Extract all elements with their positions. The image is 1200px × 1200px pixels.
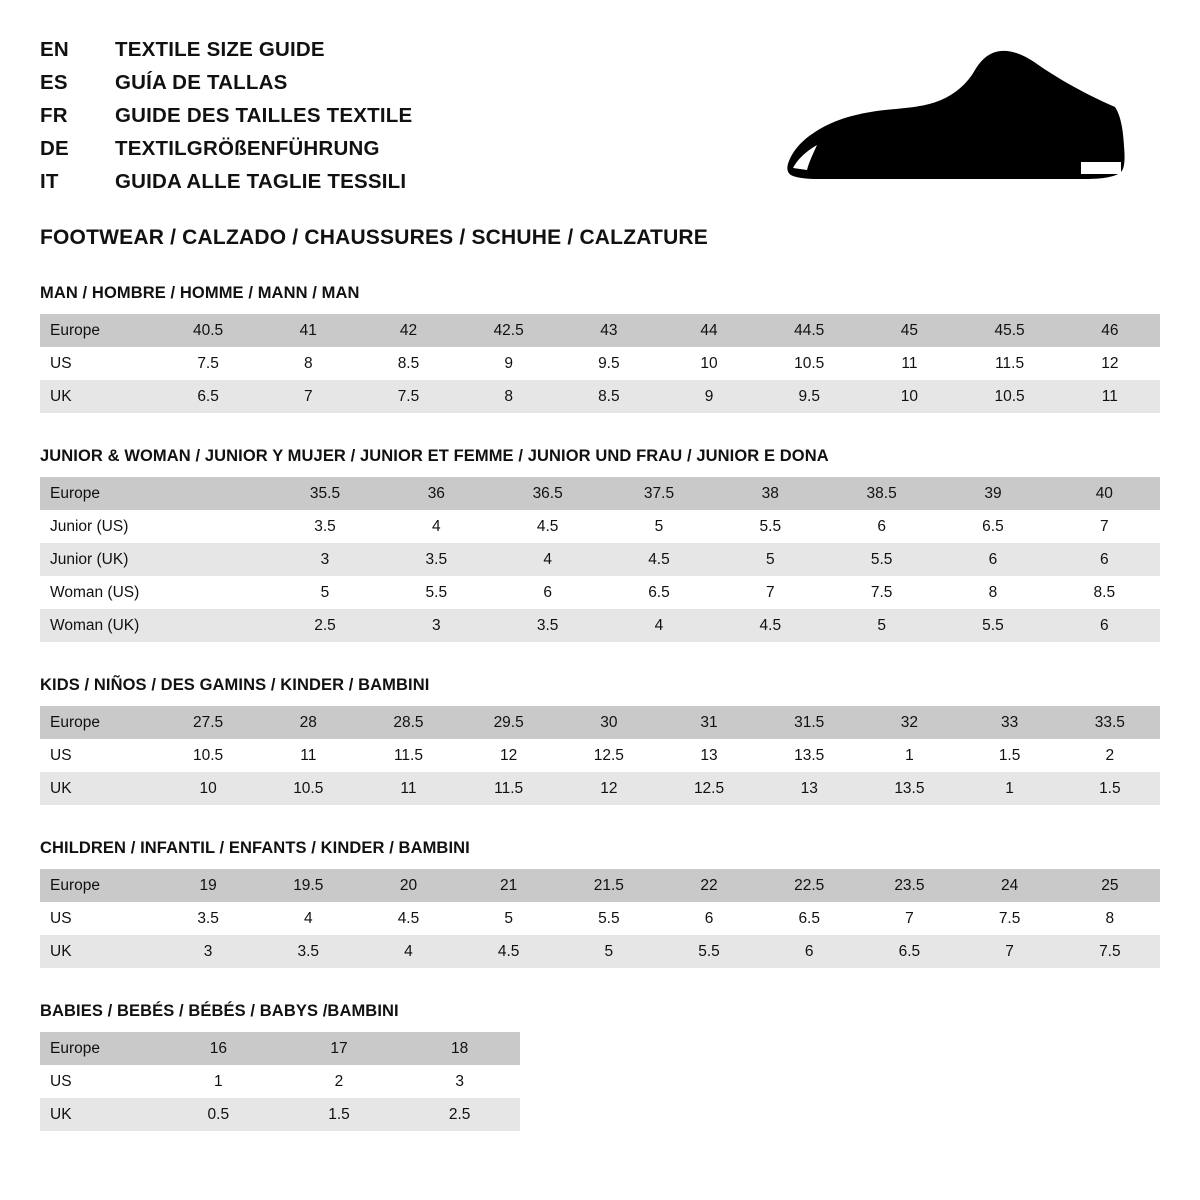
footwear-category-title: FOOTWEAR / CALZADO / CHAUSSURES / SCHUHE / CALZATURE bbox=[40, 226, 709, 249]
cell: 12.5 bbox=[559, 739, 659, 772]
cell: 7 bbox=[859, 902, 959, 935]
cell: 13.5 bbox=[759, 739, 859, 772]
cell: 41 bbox=[258, 314, 358, 347]
cell: 28.5 bbox=[358, 706, 458, 739]
cell bbox=[158, 576, 269, 609]
cell: 37.5 bbox=[603, 477, 714, 510]
cell: 7 bbox=[960, 935, 1060, 968]
cell: 12.5 bbox=[659, 772, 759, 805]
cell: 38 bbox=[715, 477, 826, 510]
cell: 18 bbox=[399, 1032, 520, 1065]
row-label: Europe bbox=[40, 477, 158, 510]
cell: 45 bbox=[859, 314, 959, 347]
table-row bbox=[40, 510, 1160, 543]
cell: 5 bbox=[715, 543, 826, 576]
size-table-children bbox=[40, 869, 1160, 968]
cell: 9.5 bbox=[559, 347, 659, 380]
cell: 8 bbox=[1060, 902, 1160, 935]
language-code: DE bbox=[40, 137, 69, 160]
shoe-illustration bbox=[775, 34, 1160, 180]
table-row bbox=[40, 609, 1160, 642]
cell: 7.5 bbox=[158, 347, 258, 380]
row-label: Europe bbox=[40, 1032, 158, 1065]
cell: 6 bbox=[826, 510, 937, 543]
row-label: UK bbox=[40, 1098, 158, 1131]
cell: 6.5 bbox=[759, 902, 859, 935]
cell: 5.5 bbox=[381, 576, 492, 609]
cell: 1.5 bbox=[279, 1098, 400, 1131]
table-row bbox=[40, 869, 1160, 902]
cell: 9 bbox=[459, 347, 559, 380]
cell: 11 bbox=[859, 347, 959, 380]
language-title-list bbox=[40, 34, 412, 194]
cell: 3 bbox=[381, 609, 492, 642]
cell: 23.5 bbox=[859, 869, 959, 902]
row-label: Junior (US) bbox=[40, 510, 158, 543]
cell: 38.5 bbox=[826, 477, 937, 510]
cell: 19 bbox=[158, 869, 258, 902]
language-row bbox=[40, 137, 412, 161]
cell: 33.5 bbox=[1060, 706, 1160, 739]
cell: 4.5 bbox=[715, 609, 826, 642]
cell: 7.5 bbox=[1060, 935, 1160, 968]
table-row bbox=[40, 1098, 520, 1131]
group-junior-woman bbox=[40, 447, 1160, 642]
cell: 21.5 bbox=[559, 869, 659, 902]
row-label: US bbox=[40, 347, 158, 380]
cell: 11.5 bbox=[358, 739, 458, 772]
cell: 6.5 bbox=[859, 935, 959, 968]
cell: 31.5 bbox=[759, 706, 859, 739]
cell: 5.5 bbox=[559, 902, 659, 935]
cell: 36 bbox=[381, 477, 492, 510]
language-row bbox=[40, 170, 412, 194]
cell bbox=[158, 477, 269, 510]
cell: 6.5 bbox=[603, 576, 714, 609]
cell: 31 bbox=[659, 706, 759, 739]
cell: 5 bbox=[269, 576, 380, 609]
cell: 40.5 bbox=[158, 314, 258, 347]
cell: 22 bbox=[659, 869, 759, 902]
language-title: GUIDA ALLE TAGLIE TESSILI bbox=[115, 170, 407, 193]
cell: 5.5 bbox=[715, 510, 826, 543]
group-babies bbox=[40, 1002, 1160, 1131]
cell: 4 bbox=[358, 935, 458, 968]
cell: 2 bbox=[1060, 739, 1160, 772]
cell: 27.5 bbox=[158, 706, 258, 739]
cell: 6 bbox=[492, 576, 603, 609]
cell bbox=[158, 510, 269, 543]
table-row bbox=[40, 1032, 520, 1065]
cell: 10.5 bbox=[158, 739, 258, 772]
cell: 25 bbox=[1060, 869, 1160, 902]
cell: 10.5 bbox=[960, 380, 1060, 413]
cell: 20 bbox=[358, 869, 458, 902]
cell: 6 bbox=[1049, 543, 1160, 576]
cell: 3.5 bbox=[381, 543, 492, 576]
size-table-babies bbox=[40, 1032, 520, 1131]
table-row bbox=[40, 380, 1160, 413]
group-title: CHILDREN / INFANTIL / ENFANTS / KINDER / BAMBINI bbox=[40, 839, 470, 857]
page-header bbox=[40, 34, 1160, 194]
group-title: MAN / HOMBRE / HOMME / MANN / MAN bbox=[40, 284, 360, 302]
cell: 10 bbox=[659, 347, 759, 380]
cell: 35.5 bbox=[269, 477, 380, 510]
cell: 33 bbox=[960, 706, 1060, 739]
cell: 1.5 bbox=[960, 739, 1060, 772]
cell: 5 bbox=[826, 609, 937, 642]
group-title: BABIES / BEBÉS / BÉBÉS / BABYS /BAMBINI bbox=[40, 1002, 399, 1020]
language-title: GUÍA DE TALLAS bbox=[115, 71, 288, 94]
cell: 5 bbox=[459, 902, 559, 935]
cell: 43 bbox=[559, 314, 659, 347]
cell: 0.5 bbox=[158, 1098, 279, 1131]
cell: 2 bbox=[279, 1065, 400, 1098]
cell: 11 bbox=[358, 772, 458, 805]
row-label: UK bbox=[40, 380, 158, 413]
language-row bbox=[40, 71, 412, 95]
cell: 3.5 bbox=[269, 510, 380, 543]
language-row bbox=[40, 104, 412, 128]
size-table-kids bbox=[40, 706, 1160, 805]
cell: 7 bbox=[715, 576, 826, 609]
cell: 17 bbox=[279, 1032, 400, 1065]
row-label: US bbox=[40, 902, 158, 935]
cell: 8.5 bbox=[1049, 576, 1160, 609]
cell: 6 bbox=[937, 543, 1048, 576]
cell: 39 bbox=[937, 477, 1048, 510]
cell: 5.5 bbox=[826, 543, 937, 576]
cell: 6 bbox=[1049, 609, 1160, 642]
cell: 6.5 bbox=[158, 380, 258, 413]
cell: 13 bbox=[759, 772, 859, 805]
cell: 8 bbox=[258, 347, 358, 380]
cell: 32 bbox=[859, 706, 959, 739]
cell: 29.5 bbox=[459, 706, 559, 739]
row-label: Woman (US) bbox=[40, 576, 158, 609]
cell: 7.5 bbox=[960, 902, 1060, 935]
cell: 3 bbox=[269, 543, 380, 576]
language-code: FR bbox=[40, 104, 68, 127]
cell: 5 bbox=[559, 935, 659, 968]
cell: 11.5 bbox=[960, 347, 1060, 380]
row-label: Woman (UK) bbox=[40, 609, 158, 642]
table-row bbox=[40, 706, 1160, 739]
cell: 42 bbox=[358, 314, 458, 347]
cell: 6.5 bbox=[937, 510, 1048, 543]
cell: 5 bbox=[603, 510, 714, 543]
table-row bbox=[40, 739, 1160, 772]
language-title: GUIDE DES TAILLES TEXTILE bbox=[115, 104, 413, 127]
cell: 40 bbox=[1049, 477, 1160, 510]
cell: 4 bbox=[258, 902, 358, 935]
language-title: TEXTILE SIZE GUIDE bbox=[115, 38, 325, 61]
cell: 4.5 bbox=[459, 935, 559, 968]
cell: 45.5 bbox=[960, 314, 1060, 347]
cell: 3 bbox=[399, 1065, 520, 1098]
cell: 13.5 bbox=[859, 772, 959, 805]
cell: 13 bbox=[659, 739, 759, 772]
cell: 10 bbox=[158, 772, 258, 805]
cell: 22.5 bbox=[759, 869, 859, 902]
cell: 7.5 bbox=[826, 576, 937, 609]
cell: 8 bbox=[937, 576, 1048, 609]
size-table-man bbox=[40, 314, 1160, 413]
cell: 2.5 bbox=[399, 1098, 520, 1131]
language-title: TEXTILGRÖßENFÜHRUNG bbox=[115, 137, 380, 160]
cell: 6 bbox=[659, 902, 759, 935]
cell: 44.5 bbox=[759, 314, 859, 347]
table-row bbox=[40, 314, 1160, 347]
row-label: Europe bbox=[40, 314, 158, 347]
row-label: UK bbox=[40, 772, 158, 805]
cell: 1 bbox=[960, 772, 1060, 805]
language-code: EN bbox=[40, 38, 69, 61]
cell: 8.5 bbox=[358, 347, 458, 380]
cell: 5.5 bbox=[937, 609, 1048, 642]
cell: 4.5 bbox=[492, 510, 603, 543]
cell: 10 bbox=[859, 380, 959, 413]
cell: 9.5 bbox=[759, 380, 859, 413]
cell: 30 bbox=[559, 706, 659, 739]
table-row bbox=[40, 543, 1160, 576]
cell: 44 bbox=[659, 314, 759, 347]
row-label: Europe bbox=[40, 869, 158, 902]
cell: 6 bbox=[759, 935, 859, 968]
cell: 46 bbox=[1060, 314, 1160, 347]
row-label: UK bbox=[40, 935, 158, 968]
cell: 16 bbox=[158, 1032, 279, 1065]
cell: 4 bbox=[603, 609, 714, 642]
row-label: Junior (UK) bbox=[40, 543, 158, 576]
row-label: US bbox=[40, 1065, 158, 1098]
group-children bbox=[40, 839, 1160, 968]
cell: 3 bbox=[158, 935, 258, 968]
cell: 42.5 bbox=[459, 314, 559, 347]
cell bbox=[158, 609, 269, 642]
table-row bbox=[40, 902, 1160, 935]
cell: 3.5 bbox=[492, 609, 603, 642]
cell: 19.5 bbox=[258, 869, 358, 902]
cell: 3.5 bbox=[158, 902, 258, 935]
language-row bbox=[40, 38, 412, 62]
cell: 11 bbox=[258, 739, 358, 772]
language-code: IT bbox=[40, 170, 59, 193]
group-title: KIDS / NIÑOS / DES GAMINS / KINDER / BAMBINI bbox=[40, 676, 430, 694]
cell: 36.5 bbox=[492, 477, 603, 510]
table-row bbox=[40, 772, 1160, 805]
row-label: Europe bbox=[40, 706, 158, 739]
cell: 1.5 bbox=[1060, 772, 1160, 805]
dress-shoe-icon bbox=[785, 50, 1125, 180]
cell: 1 bbox=[859, 739, 959, 772]
cell: 4.5 bbox=[358, 902, 458, 935]
cell: 12 bbox=[1060, 347, 1160, 380]
cell: 10.5 bbox=[258, 772, 358, 805]
table-row bbox=[40, 347, 1160, 380]
cell: 4 bbox=[492, 543, 603, 576]
cell: 8.5 bbox=[559, 380, 659, 413]
cell: 8 bbox=[459, 380, 559, 413]
cell: 11.5 bbox=[459, 772, 559, 805]
size-table-junior-woman bbox=[40, 477, 1160, 642]
group-man bbox=[40, 284, 1160, 413]
language-code: ES bbox=[40, 71, 68, 94]
row-label: US bbox=[40, 739, 158, 772]
table-row bbox=[40, 935, 1160, 968]
cell: 28 bbox=[258, 706, 358, 739]
table-row bbox=[40, 576, 1160, 609]
cell: 4 bbox=[381, 510, 492, 543]
cell: 7.5 bbox=[358, 380, 458, 413]
cell: 7 bbox=[1049, 510, 1160, 543]
cell: 7 bbox=[258, 380, 358, 413]
cell: 11 bbox=[1060, 380, 1160, 413]
cell: 12 bbox=[459, 739, 559, 772]
cell: 21 bbox=[459, 869, 559, 902]
cell: 12 bbox=[559, 772, 659, 805]
cell: 3.5 bbox=[258, 935, 358, 968]
cell: 24 bbox=[960, 869, 1060, 902]
group-kids bbox=[40, 676, 1160, 805]
cell bbox=[158, 543, 269, 576]
cell: 2.5 bbox=[269, 609, 380, 642]
cell: 1 bbox=[158, 1065, 279, 1098]
cell: 4.5 bbox=[603, 543, 714, 576]
cell: 10.5 bbox=[759, 347, 859, 380]
cell: 5.5 bbox=[659, 935, 759, 968]
table-row bbox=[40, 477, 1160, 510]
group-title: JUNIOR & WOMAN / JUNIOR Y MUJER / JUNIOR ET FEMME / JUNIOR UND FRAU / JUNIOR E DONA bbox=[40, 447, 829, 465]
table-row bbox=[40, 1065, 520, 1098]
cell: 9 bbox=[659, 380, 759, 413]
